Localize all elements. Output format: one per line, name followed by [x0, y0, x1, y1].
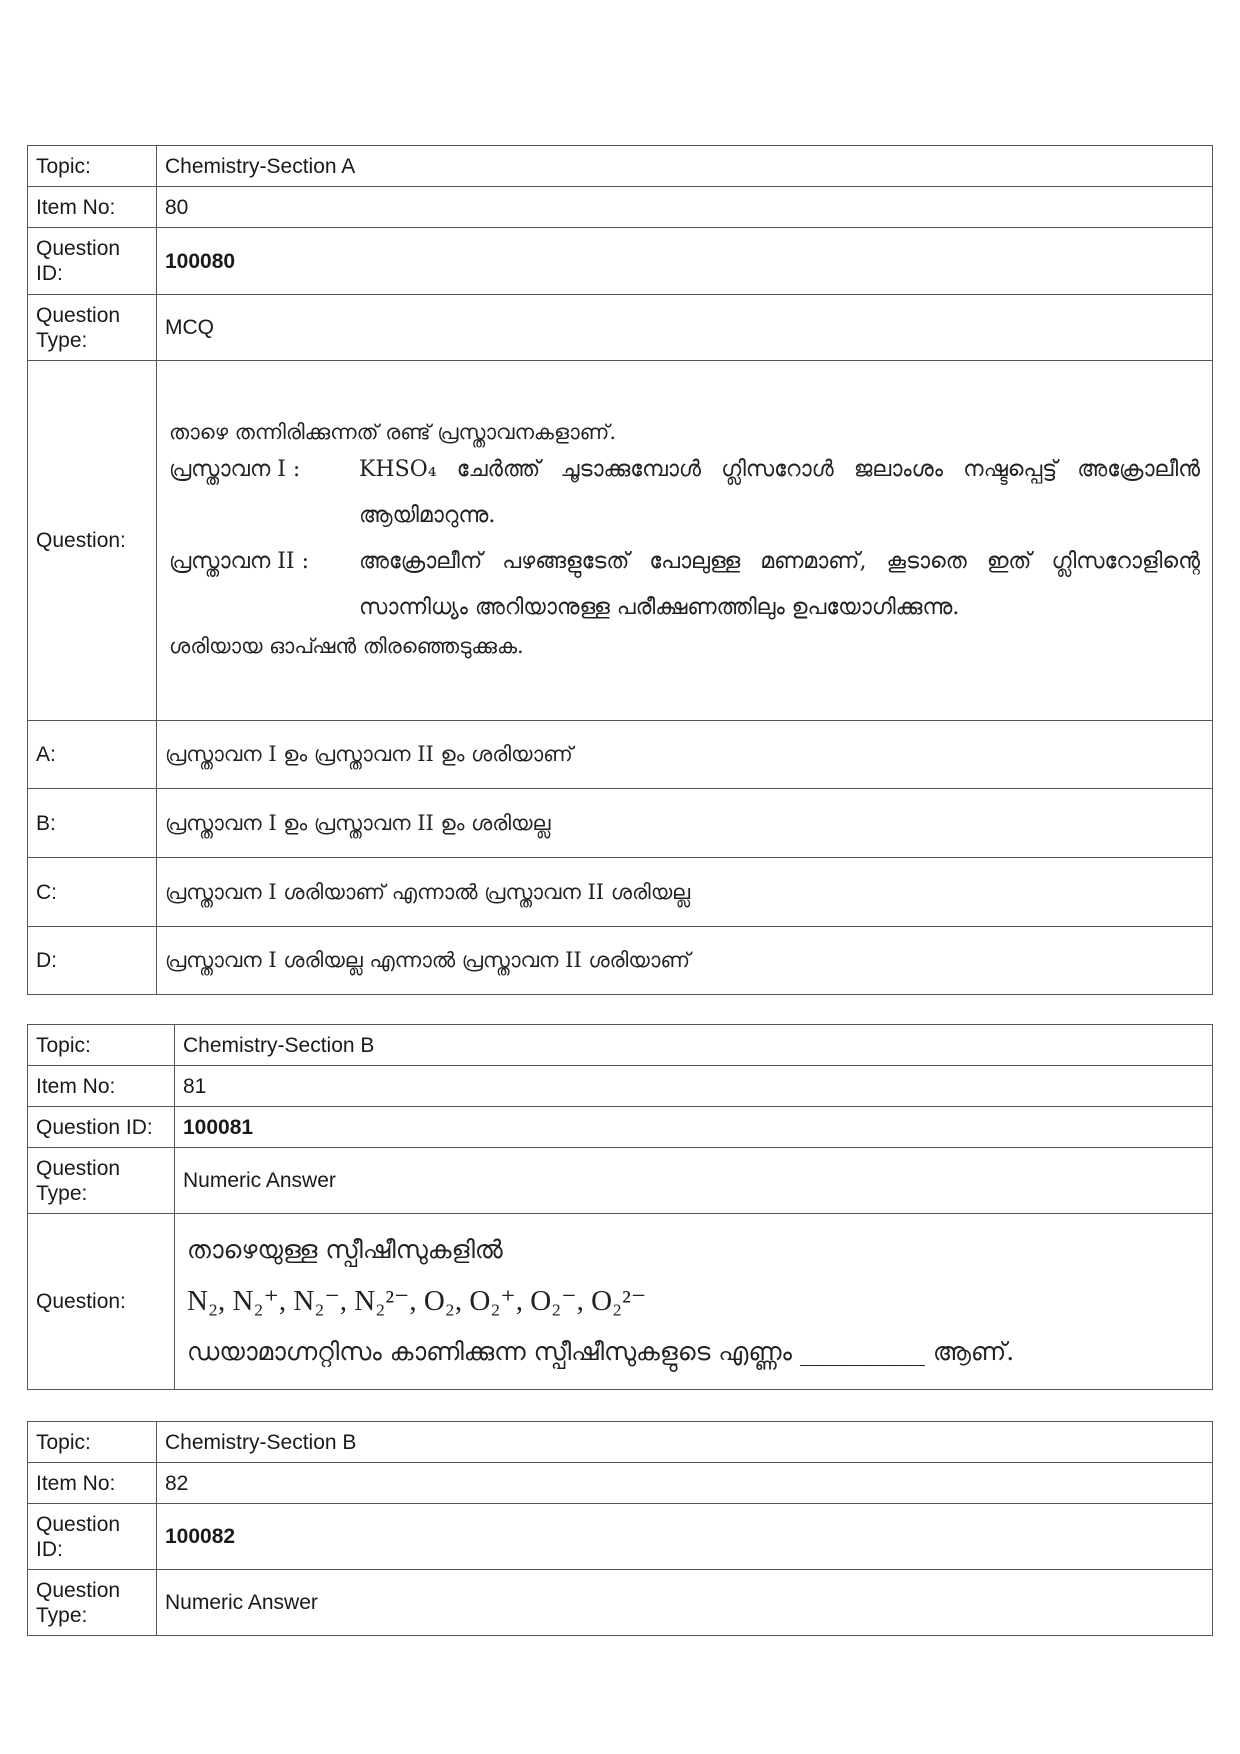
statement-1-label: പ്രസ്താവന I : [169, 456, 301, 482]
question-ask: ഡയാമാഗ്നറ്റിസം കാണിക്കുന്ന സ്പീഷീസുകളുടെ എണ്ണം __________ ആണ്. [187, 1336, 1015, 1366]
question-row [28, 361, 1213, 721]
item-label: Item No: [28, 187, 157, 228]
option-row-d [28, 927, 1213, 995]
question-type-label: Question Type: [28, 1570, 157, 1636]
question-id-label: Question ID: [28, 228, 157, 295]
option-c-label: C: [28, 858, 157, 927]
option-a-label: A: [28, 721, 157, 789]
question-id-row [28, 1107, 1213, 1148]
question-table-81 [27, 1024, 1213, 1390]
question-body [157, 361, 1213, 721]
statement-1 [169, 447, 1200, 539]
item-value: 81 [175, 1066, 1213, 1107]
item-value: 80 [157, 187, 1213, 228]
statement-2 [169, 539, 1200, 631]
species-list: N₂, N₂⁺, N₂⁻, N₂²⁻, O₂, O₂⁺, O₂⁻, O₂²⁻ [187, 1284, 647, 1317]
question-label: Question: [28, 1214, 175, 1390]
item-row [28, 1463, 1213, 1504]
item-label: Item No: [28, 1463, 157, 1504]
item-row [28, 1066, 1213, 1107]
question-type-value: Numeric Answer [157, 1570, 1213, 1636]
topic-value: Chemistry-Section B [175, 1025, 1213, 1066]
question-body [175, 1214, 1213, 1390]
topic-label: Topic: [28, 1422, 157, 1463]
question-id-row [28, 228, 1213, 295]
option-b-label: B: [28, 789, 157, 858]
statement-1-text: KHSO₄ ചേർത്ത് ചൂടാക്കുമ്പോൾ ഗ്ലിസറോൾ ജലാംശം നഷ്ടപ്പെട്ട് അക്രോലീൻ ആയിമാറുന്നു. [359, 456, 1200, 528]
question-id-label: Question ID: [28, 1107, 175, 1148]
option-b-text: പ്രസ്താവന I ഉം പ്രസ്താവന II ഉം ശരിയല്ല [157, 789, 1213, 858]
option-a-text: പ്രസ്താവന I ഉം പ്രസ്താവന II ഉം ശരിയാണ് [157, 721, 1213, 789]
question-id-label: Question ID: [28, 1504, 157, 1570]
topic-row [28, 1025, 1213, 1066]
topic-row [28, 146, 1213, 187]
question-type-row [28, 295, 1213, 361]
option-row-c [28, 858, 1213, 927]
option-row-a [28, 721, 1213, 789]
question-id-text: 100080 [165, 249, 236, 273]
question-type-row [28, 1148, 1213, 1214]
question-intro: താഴെ തന്നിരിക്കുന്നത് രണ്ട് പ്രസ്താവനകളാണ്. [169, 419, 616, 444]
question-table-82 [27, 1421, 1213, 1636]
item-label: Item No: [28, 1066, 175, 1107]
topic-row [28, 1422, 1213, 1463]
question-table-80 [27, 145, 1213, 995]
question-type-label: Question Type: [28, 295, 157, 361]
question-id-row [28, 1504, 1213, 1570]
option-c-text: പ്രസ്താവന I ശരിയാണ് എന്നാൽ പ്രസ്താവന II ശരിയല്ല [157, 858, 1213, 927]
question-label: Question: [28, 361, 157, 721]
statement-2-text: അക്രോലീന് പഴങ്ങളുടേത് പോലുള്ള മണമാണ്, കൂടാതെ ഇത് ഗ്ലിസറോളിന്റെ സാന്നിധ്യം അറിയാനുള്ള പരീക്ഷണത്തിലും ഉപയോഗിക്കുന്നു. [359, 548, 1200, 620]
option-d-text: പ്രസ്താവന I ശരിയല്ല എന്നാൽ പ്രസ്താവന II ശരിയാണ് [157, 927, 1213, 995]
question-id-text: 100081 [183, 1115, 254, 1139]
question-ask: ശരിയായ ഓപ്ഷൻ തിരഞ്ഞെടുക്കുക. [169, 633, 524, 658]
option-row-b [28, 789, 1213, 858]
question-type-value: Numeric Answer [175, 1148, 1213, 1214]
question-type-value: MCQ [157, 295, 1213, 361]
question-intro: താഴെയുള്ള സ്പീഷീസുകളിൽ [187, 1234, 503, 1264]
item-value: 82 [157, 1463, 1213, 1504]
topic-label: Topic: [28, 146, 157, 187]
topic-value: Chemistry-Section B [157, 1422, 1213, 1463]
question-id-value [157, 228, 1213, 295]
question-id-value [175, 1107, 1213, 1148]
question-row [28, 1214, 1213, 1390]
question-type-label: Question Type: [28, 1148, 175, 1214]
question-id-text: 100082 [165, 1525, 236, 1548]
question-type-row [28, 1570, 1213, 1636]
topic-value: Chemistry-Section A [157, 146, 1213, 187]
item-row [28, 187, 1213, 228]
statement-2-label: പ്രസ്താവന II : [169, 548, 310, 574]
topic-label: Topic: [28, 1025, 175, 1066]
option-d-label: D: [28, 927, 157, 995]
question-id-value [157, 1504, 1213, 1570]
